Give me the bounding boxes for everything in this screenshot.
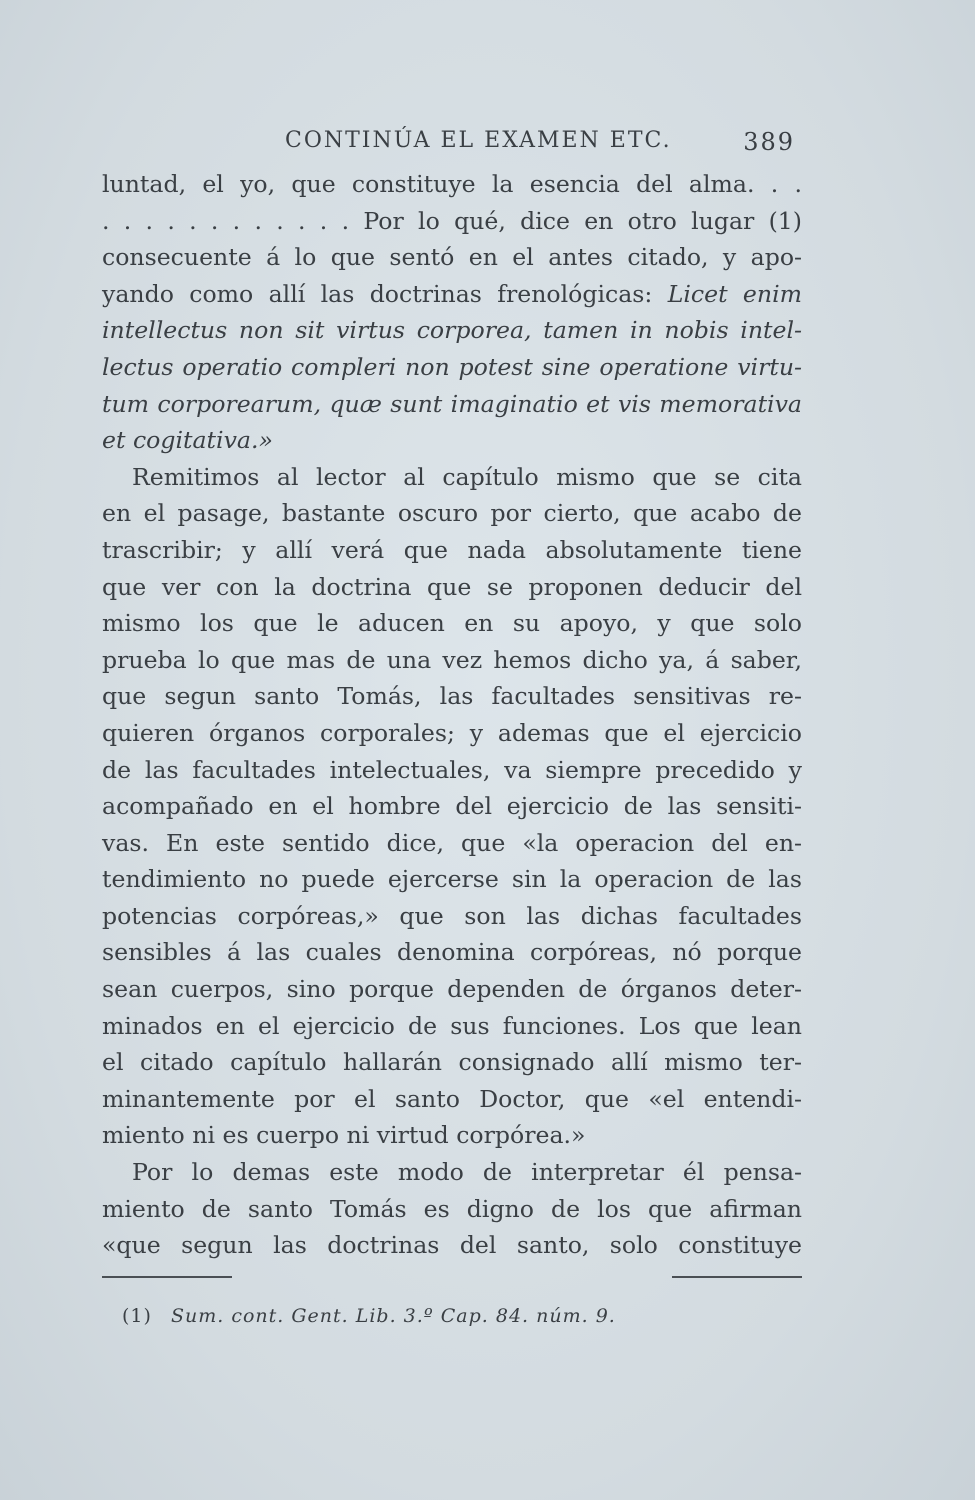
text-line: acompañado en el hombre del ejercicio de las sensiti- (102, 792, 802, 821)
text-line: que ver con la doctrina que se proponen deducir del (102, 572, 802, 601)
paragraph-first-line: Por lo demas este modo de interpretar él pensa- (132, 1158, 802, 1187)
text-line-latin: lectus operatio compleri non potest sine operatione virtu- (102, 352, 802, 381)
paragraph-first-line: Remitimos al lector al capítulo mismo que se cita (132, 462, 802, 491)
text-line-latin: tum corporearum, quæ sunt imaginatio et vis memorativa (102, 389, 802, 418)
footnote-ref: (1) (122, 1305, 152, 1327)
text-line-roman: yando como allí las doctrinas frenológicas: (102, 279, 668, 308)
text-line: . . . . . . . . . . . . Por lo qué, dice en otro lugar (1) (102, 206, 802, 235)
text-line: quieren órganos corporales; y ademas que el ejercicio (102, 718, 802, 747)
text-line: mismo los que le aducen en su apoyo, y que solo (102, 609, 802, 638)
text-line: de las facultades intelectuales, va siempre precedido y (102, 755, 802, 784)
footnote (122, 1305, 616, 1327)
text-line: en el pasage, bastante oscuro por cierto, que acabo de (102, 499, 802, 528)
text-line: «que segun las doctrinas del santo, solo constituye (102, 1231, 802, 1260)
footnote-text: Sum. cont. Gent. Lib. 3.º Cap. 84. núm. 9. (170, 1305, 616, 1327)
text-line: trascribir; y allí verá que nada absolutamente tiene (102, 535, 802, 564)
latin-quote-start: Licet enim (667, 279, 802, 308)
page-header (285, 128, 795, 164)
text-line: vas. En este sentido dice, que «la operacion del en- (102, 828, 802, 857)
body-text (102, 166, 802, 1264)
text-line: minados en el ejercicio de sus funciones. Los que lean (102, 1011, 802, 1040)
footnote-separator (102, 1276, 802, 1280)
text-line: miento ni es cuerpo ni virtud corpórea.» (102, 1121, 586, 1150)
text-line-latin: intellectus non sit virtus corporea, tamen in nobis intel- (102, 316, 802, 345)
running-title: CONTINÚA EL EXAMEN ETC. (285, 128, 672, 153)
text-line (102, 276, 802, 313)
text-line: potencias corpóreas,» que son las dichas facultades (102, 901, 802, 930)
text-line: tendimiento no puede ejercerse sin la operacion de las (102, 865, 802, 894)
text-line: que segun santo Tomás, las facultades sensitivas re- (102, 682, 802, 711)
text-line: prueba lo que mas de una vez hemos dicho ya, á saber, (102, 645, 802, 674)
text-line: sean cuerpos, sino porque dependen de órganos deter- (102, 975, 802, 1004)
text-line: consecuente á lo que sentó en el antes citado, y apo- (102, 243, 802, 272)
page-number: 389 (743, 128, 795, 156)
rule-right (672, 1276, 802, 1278)
text-line: miento de santo Tomás es digno de los que afirman (102, 1194, 802, 1223)
text-line: minantemente por el santo Doctor, que «el entendi- (102, 1084, 802, 1113)
text-line: el citado capítulo hallarán consignado allí mismo ter- (102, 1048, 802, 1077)
text-line: sensibles á las cuales denomina corpóreas, nó porque (102, 938, 802, 967)
rule-left (102, 1276, 232, 1278)
text-line: luntad, el yo, que constituye la esencia del alma. . . (102, 170, 802, 198)
text-line-latin: et cogitativa.» (102, 426, 273, 455)
